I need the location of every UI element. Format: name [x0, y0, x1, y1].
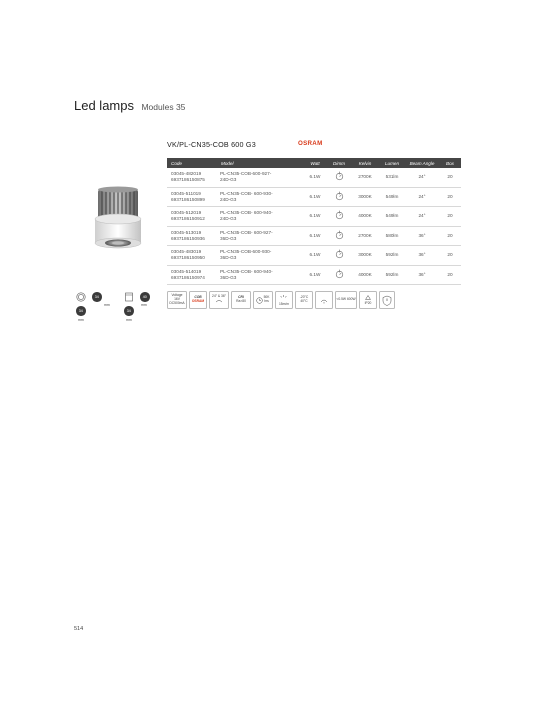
table-header — [167, 158, 461, 168]
cri-badge — [231, 291, 251, 309]
diameter-unit: mm — [104, 303, 110, 307]
beam-icon — [215, 299, 223, 303]
product-title: VK/PL-CN35-COB 600 G3 — [167, 140, 256, 149]
beam-angle-badge — [209, 291, 229, 309]
code-cell: 03045-511019 — [171, 190, 201, 196]
beam-angles-text: 24° & 36° — [211, 294, 226, 299]
beam-cell: 24° — [405, 168, 439, 187]
temperature-text: -20°C 40°C — [299, 295, 309, 303]
front-view-icon — [76, 292, 86, 302]
col-code: Code — [167, 158, 217, 168]
code-cell: 03045-482019 — [171, 171, 202, 177]
barcode-cell: 6937186150899 — [171, 196, 205, 202]
barcode-cell: 6937186150974 — [171, 274, 205, 280]
section-title: Led lamps — [74, 98, 134, 113]
dimmer-icon — [335, 171, 344, 181]
cri-label: CRI — [238, 295, 244, 300]
model-suffix: 24D-G3 — [220, 216, 237, 222]
code-cell: 03045-513019 — [171, 229, 202, 235]
beam-cell: 36° — [405, 265, 439, 285]
ip-text: IP20 — [364, 300, 372, 305]
spec-table — [167, 158, 461, 285]
osram-logo: OSRAM — [298, 140, 323, 147]
code-cell: 03045-483019 — [171, 249, 202, 255]
dimmer-icon — [335, 191, 344, 201]
table-row — [167, 265, 461, 285]
diameter-badge: 34 — [92, 292, 102, 302]
cutout-badge: 34 — [76, 306, 86, 316]
voltage-current: DC500mA — [169, 300, 185, 305]
watt-cell: 6.1W — [303, 246, 327, 266]
table-row — [167, 226, 461, 246]
section-subtitle: Modules 35 — [141, 102, 186, 112]
barcode-cell: 6937186150950 — [171, 255, 205, 261]
kelvin-cell: 2700K — [351, 168, 379, 187]
kelvin-cell: 4000K — [351, 265, 379, 285]
clock-icon — [256, 297, 263, 304]
model-cell: PL-CN35-COB- 600-940- — [220, 210, 273, 216]
kelvin-cell: 3000K — [351, 187, 379, 207]
kelvin-cell: 4000K — [351, 207, 379, 227]
page-number: 514 — [74, 626, 84, 632]
lifetime-badge — [253, 291, 273, 309]
lumen-cell: 592lm — [379, 265, 405, 285]
feature-icons-row — [167, 291, 397, 311]
class-badge — [379, 291, 395, 309]
driver-badge — [315, 291, 333, 309]
beam-cell: 36° — [405, 226, 439, 246]
product-image — [88, 185, 148, 253]
depth-badge: 34 — [124, 306, 134, 316]
driver-icon — [319, 297, 329, 304]
watt-cell: 6.1W — [303, 226, 327, 246]
box-cell: 20 — [439, 246, 461, 266]
dimmer-icon — [335, 249, 344, 259]
table-row — [167, 207, 461, 227]
code-cell: 03045-514019 — [171, 268, 202, 274]
cob-label: COB — [194, 295, 202, 300]
model-suffix: 24D-G3 — [220, 177, 237, 183]
luminance-badge — [275, 291, 293, 309]
lumen-cell: 549lm — [379, 187, 405, 207]
box-cell: 20 — [439, 168, 461, 187]
kelvin-cell: 3000K — [351, 246, 379, 266]
page-title — [74, 98, 185, 113]
beam-cell: 24° — [405, 207, 439, 227]
box-cell: 20 — [439, 187, 461, 207]
voltage-badge — [167, 291, 187, 309]
lumen-cell: 531lm — [379, 168, 405, 187]
cri-value: Ra>80 — [236, 299, 246, 303]
watt-cell: 6.1W — [303, 265, 327, 285]
table-row — [167, 187, 461, 207]
col-dimm: Dimm — [327, 158, 351, 168]
model-cell: PL-CN35-COB-600-930- — [220, 249, 272, 255]
lifetime-text: 50K hrs — [263, 295, 270, 303]
dimmer-icon — [335, 269, 344, 279]
height-badge: 40 — [140, 292, 150, 302]
rays-icon — [279, 294, 288, 301]
box-cell: 20 — [439, 265, 461, 285]
col-lumen: Lumen — [379, 158, 405, 168]
barcode-cell: 6937186150936 — [171, 235, 205, 241]
temperature-badge — [295, 291, 313, 309]
cutout-unit: mm — [78, 318, 84, 322]
watt-cell: 6.1W — [303, 187, 327, 207]
beam-cell: 36° — [405, 246, 439, 266]
barcode-cell: 6937186150912 — [171, 216, 205, 222]
voltage-value: 16V — [174, 297, 180, 302]
col-beam-angle: Beam Angle — [405, 158, 439, 168]
watt-cell: 6.1W — [303, 207, 327, 227]
lumen-cell: 549lm — [379, 207, 405, 227]
col-box: Box — [439, 158, 461, 168]
model-suffix: 36D-G3 — [220, 274, 237, 280]
model-suffix: 24D-G3 — [220, 196, 237, 202]
voltage-label: Voltage — [171, 293, 183, 298]
model-cell: PL-CN35-COB-600-927- — [220, 171, 272, 177]
ip-rating-badge — [359, 291, 377, 309]
model-cell: PL-CN35-COB- 600-930- — [220, 190, 273, 196]
power-badge — [335, 291, 357, 309]
model-suffix: 36D-G3 — [220, 235, 237, 241]
table-row — [167, 246, 461, 266]
side-view-icon — [124, 292, 134, 302]
cob-badge — [189, 291, 207, 309]
dimensions-diagram — [76, 290, 158, 326]
code-cell: 03045-512019 — [171, 210, 202, 216]
class-text: II — [386, 298, 388, 302]
dimmer-icon — [335, 230, 344, 240]
barcode-cell: 6937186150875 — [171, 177, 205, 183]
lumen-cell: 592lm — [379, 246, 405, 266]
power-text: <0.5W 600W — [336, 297, 356, 302]
dimmer-icon — [335, 210, 344, 220]
depth-unit: mm — [126, 318, 132, 322]
osram-mini-logo: OSRAM — [191, 299, 205, 303]
box-cell: 20 — [439, 207, 461, 227]
col-watt: Watt — [303, 158, 327, 168]
height-unit: mm — [141, 303, 147, 307]
box-cell: 20 — [439, 226, 461, 246]
model-cell: PL-CN35-COB- 600-940- — [220, 268, 273, 274]
col-kelvin: Kelvin — [351, 158, 379, 168]
lumen-cell: 580lm — [379, 226, 405, 246]
luminance-text: 15m/m — [278, 301, 290, 306]
ip-icon — [365, 295, 371, 300]
watt-cell: 6.1W — [303, 168, 327, 187]
kelvin-cell: 2700K — [351, 226, 379, 246]
model-suffix: 36D-G3 — [220, 255, 237, 261]
beam-cell: 24° — [405, 187, 439, 207]
table-row — [167, 168, 461, 187]
col-model: Model — [217, 158, 303, 168]
model-cell: PL-CN35-COB- 600-927- — [220, 229, 273, 235]
